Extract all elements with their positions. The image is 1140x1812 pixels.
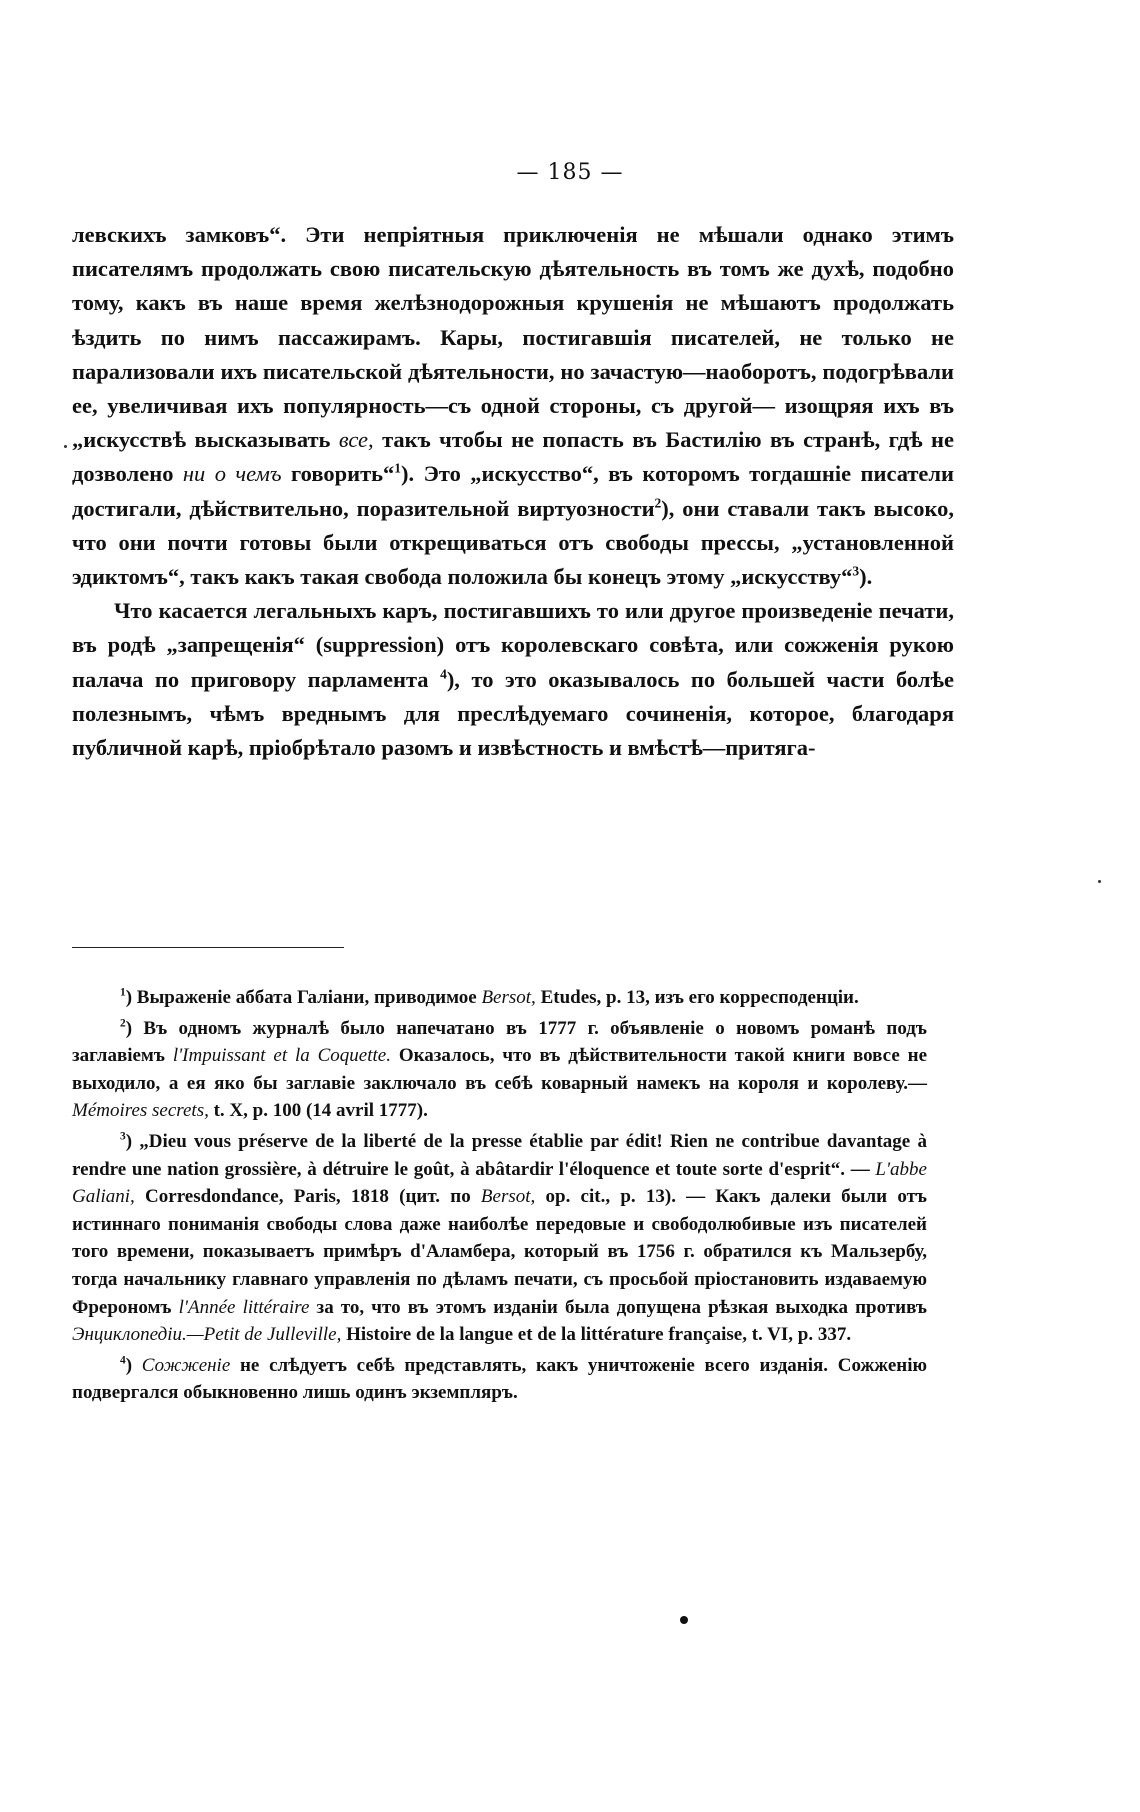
footnote-ref-4: 4 [440,666,447,682]
footnote-ref-2: 2 [654,495,662,511]
footnote-3: $^3$) „Dieu vous préserve de la liberté de la presse établie par édit! Rien ne contribue davantage à rendre une nation grossière, à détruire le goût, à abâtardir l'éloquence et toute sorte d'esprit“. — L'abbe Galiani, Corresdondance, Paris, 1818 (цит. по Bersot, op. cit., p. 13). — Какъ далеки были отъ истиннаго пониманія свободы слова даже наиболѣе передовые и свободолюбивые изъ писателей того времени, показываетъ примѣръ d'Аламбера, который въ 1756 г. обратился къ Мальзербу, тогда начальнику главнаго управленія по дѣламъ печати, съ просьбой пріостановить издаваемую Фрерономъ l'Année littéraire за то, что въ этомъ изданіи была допущена рѣзкая выходка противъ Энциклопедіи.—Petit de Julleville, Histoire de la langue et de la littérature française, t. VI, p. 337. [72,1130,927,1346]
footnote-2: $^2$) Въ одномъ журналѣ было напечатано въ 1777 г. объявленіе о новомъ романѣ подъ заглавіемъ l'Impuissant et la Coquette. Оказалось, что въ дѣйствительности такой книги вовсе не выходило, а ея яко бы заглавіе заключало въ себѣ коварный намекъ на короля и королеву.—Mémoires secrets, t. X, p. 100 (14 avril 1777). [72,1017,927,1122]
footnote-divider [72,947,344,948]
main-text [72,218,954,765]
footnote-ref-1: 1 [394,460,402,476]
ink-speck [64,445,67,448]
footnotes [72,984,927,1407]
footnote-4: $^4$) Сожженіе не слѣдуетъ себѣ представлять, какъ уничтоженіе всего изданія. Сожженію подвергался обыкновенно лишь одинъ экземпляръ. [72,1354,928,1404]
footnote-1: $^1$) Выраженіе аббата Галіани, приводимое Bersot, Etudes, p. 13, изъ его корресподенціи. [120,986,859,1008]
page-number: — 185 — [516,160,624,185]
paragraph-2: Что касается легальныхъ каръ, постигавшихъ то или другое произведеніе печати, въ родѣ „запрещенія“ (suppression) отъ королевскаго совѣта, или сожженія рукою палача по приговору парламента $^4$), то это оказывалось по большей части болѣе полезнымъ, чѣмъ вреднымъ для преслѣдуемаго сочиненія, которое, благодаря публичной карѣ, пріобрѣтало разомъ и извѣстность и вмѣстѣ—притяга- [72,598,955,761]
paragraph-1: левскихъ замковъ“. Эти непріятныя приключенія не мѣшали однако этимъ писателямъ продолжать свою писательскую дѣятельность въ томъ же духѣ, подобно тому, какъ въ наше время желѣзнодорожныя крушенія не мѣшаютъ продолжать ѣздить по нимъ пассажирамъ. Кары, постигавшія писателей, не только не парализовали ихъ писательской дѣятельности, но зачастую—наоборотъ, подогрѣвали ее, увеличивая ихъ популярность—съ одной стороны, съ другой— изощряя ихъ въ „искусствѣ высказывать все, такъ чтобы не попасть въ Бастилію въ странѣ, гдѣ не дозволено ни о чемъ говорить“$^1$). Это „искусство“, въ которомъ тогдашніе писатели достигали, дѣйствительно, поразительной виртуозности$^2$), они ставали такъ высоко, что они почти готовы были открещиваться отъ свободы прессы, „установленной эдиктомъ“, такъ какъ такая свобода положила бы конецъ этому „искусству“$^3$). [72,222,954,590]
footnote-ref-3: 3 [852,563,860,579]
ink-speck [1098,880,1101,883]
ink-dot [680,1616,688,1624]
